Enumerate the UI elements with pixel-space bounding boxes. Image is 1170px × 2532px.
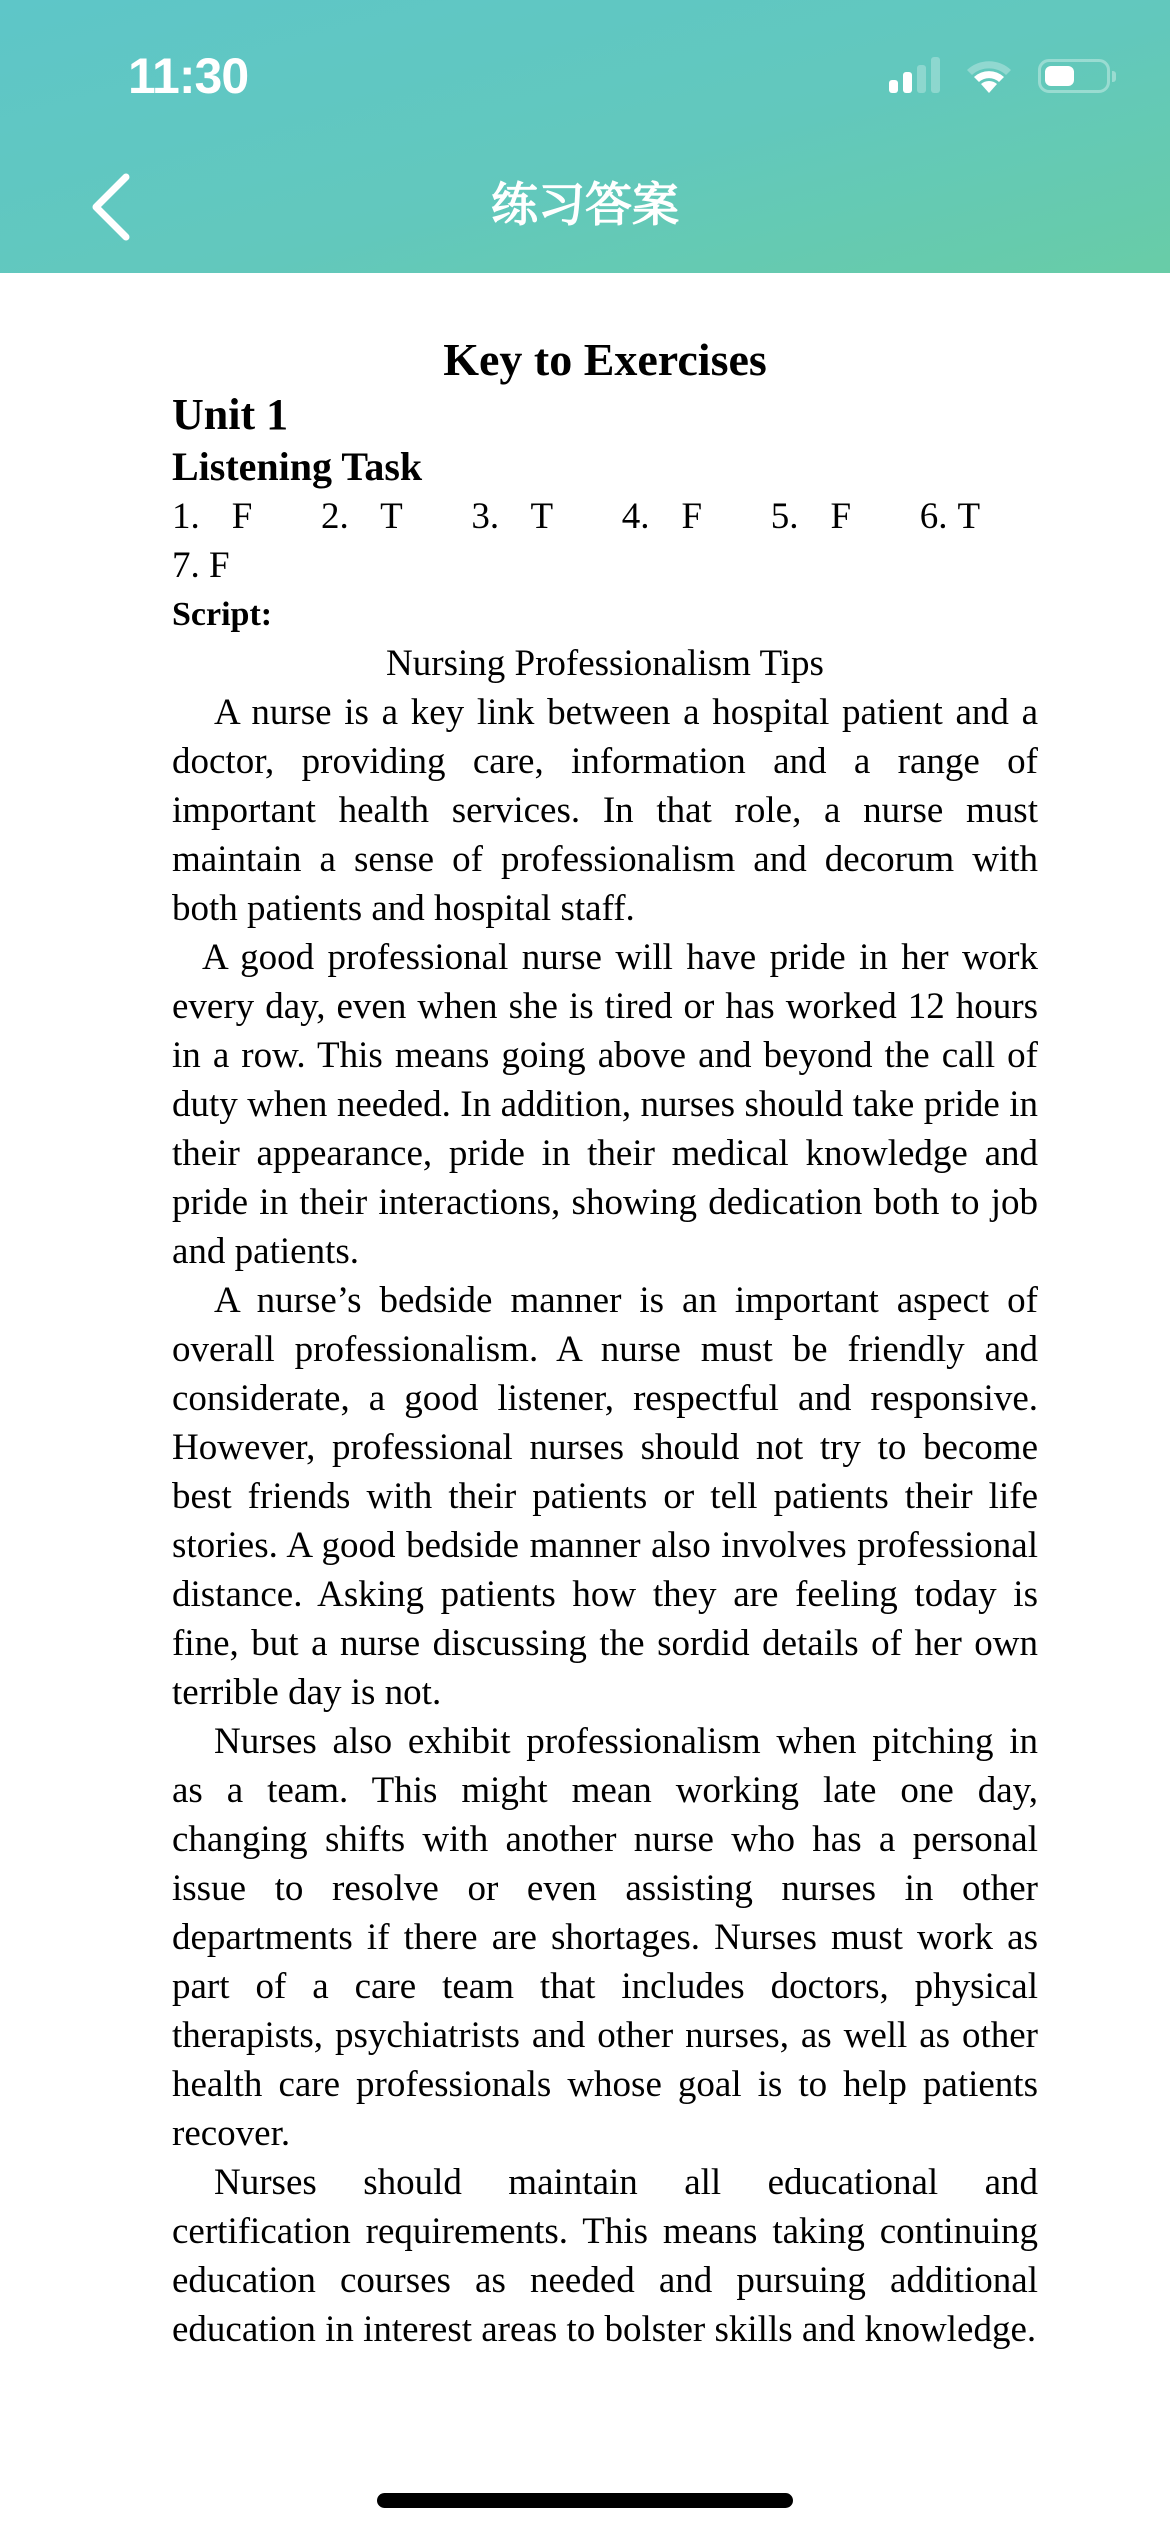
answer-item: [321, 496, 403, 537]
answer-number: 4.: [621, 496, 650, 537]
answer-key: [172, 492, 1038, 590]
answer-value: F: [209, 545, 230, 586]
app-header: [0, 0, 1170, 273]
battery-nub: [1112, 71, 1116, 82]
home-indicator[interactable]: [377, 2493, 793, 2508]
document-title: Key to Exercises: [443, 334, 767, 385]
page-title: 练习答案: [491, 178, 679, 233]
answer-number: 1.: [172, 496, 200, 537]
battery-icon: [1038, 59, 1110, 93]
script-paragraph: A nurse’s bedside manner is an important aspect of overall professionalism. A nurse must be friendly and considerate, a good listener, respectful and responsive. However, professional nurses should not try to become best friends with their patients or tell patients their life stories. A good bedside manner also involves professional distance. Asking patients how they are feeling today is fine, but a nurse discussing the sordid details of her own terrible day is not.: [172, 1280, 1038, 1713]
answer-value: T: [530, 496, 554, 537]
answer-number: 6.: [919, 496, 948, 537]
answer-value: F: [830, 496, 852, 537]
unit-heading: Unit 1: [172, 390, 289, 439]
signal-bar: [917, 65, 926, 93]
answer-value: F: [231, 496, 253, 537]
script-paragraph: Nurses should maintain all educational and certification requirements. This means taking continuing education courses as needed and pursuing additional education in interest areas to bolster skills and knowledge.: [172, 2162, 1038, 2350]
answer-item: [771, 496, 851, 537]
cellular-signal-icon: [889, 59, 940, 93]
script-label: Script:: [172, 596, 273, 633]
signal-bar: [903, 72, 912, 93]
script-paragraph: A nurse is a key link between a hospital patient and a doctor, providing care, information and a range of important health services. In that role, a nurse must maintain a sense of professionalism and decorum with both patients and hospital staff.: [172, 692, 1038, 929]
script-paragraph: Nurses also exhibit professionalism when pitching in as a team. This might mean working late one day, changing shifts with another nurse who has a personal issue to resolve or even assisting nurses in other departments if there are shortages. Nurses must work as part of a care team that includes doctors, physical therapists, psychiatrists and other nurses, as well as other health care professionals whose goal is to help patients recover.: [172, 1721, 1038, 2154]
answer-item: [172, 545, 230, 586]
answer-item: [622, 496, 702, 537]
answer-number: 7.: [172, 545, 200, 586]
signal-bar: [931, 57, 940, 93]
status-time: 11:30: [128, 48, 249, 104]
answer-number: 2.: [321, 496, 349, 537]
answer-document: [172, 332, 1038, 2354]
wifi-icon: [964, 57, 1014, 95]
answer-item: [920, 496, 980, 537]
answer-value: T: [380, 496, 403, 537]
signal-bar: [889, 80, 898, 93]
section-heading: Listening Task: [172, 444, 423, 489]
answer-number: 5.: [770, 496, 799, 537]
answer-item: [471, 496, 553, 537]
wifi-arc-middle: [974, 71, 1004, 82]
script-paragraph: A good professional nurse will have pride in her work every day, even when she is tired or has worked 12 hours in a row. This means going above and beyond the call of duty when needed. In addition, nurses should take pride in their appearance, pride in their medical knowledge and pride in their interactions, showing dedication both to job and patients.: [172, 937, 1038, 1272]
battery-fill: [1045, 66, 1074, 86]
answer-value: F: [681, 496, 703, 537]
wifi-arc-inner: [981, 81, 997, 93]
script-title: Nursing Professionalism Tips: [386, 643, 824, 684]
status-icons: [889, 56, 1110, 96]
answer-item: [172, 496, 252, 537]
answer-number: 3.: [471, 496, 500, 537]
answer-value: T: [957, 496, 981, 537]
